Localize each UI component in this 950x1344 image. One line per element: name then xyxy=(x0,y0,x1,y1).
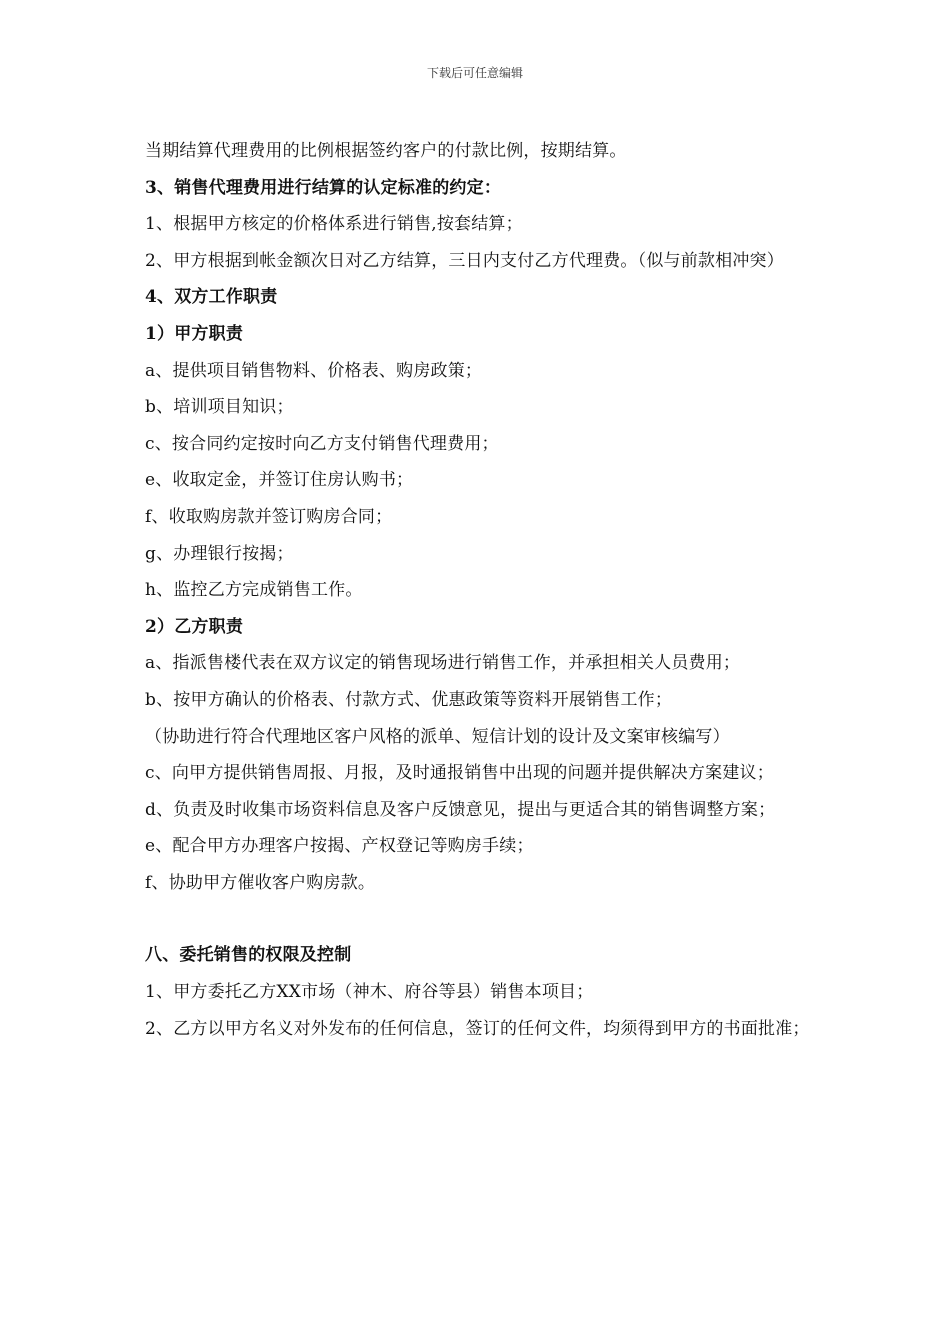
heading-party-b-duties: 2）乙方职责 xyxy=(145,616,244,637)
heading-duties: 4、双方工作职责 xyxy=(145,287,278,308)
list-item-a-deposit: e、收取定金，并签订住房认购书； xyxy=(145,470,414,491)
paragraph-approval: 2、乙方以甲方名义对外发布的任何信息，签订的任何文件，均须得到甲方的书面批准； xyxy=(145,1018,810,1039)
section-spacer xyxy=(145,901,810,937)
document-body xyxy=(145,133,810,1047)
paragraph-entrustment: 1、甲方委托乙方XX市场（神木、府谷等县）销售本项目； xyxy=(145,982,594,1003)
paragraph-settlement-ratio: 当期结算代理费用的比例根据签约客户的付款比例，按期结算。 xyxy=(145,141,627,161)
paragraph-settlement-timing: 2、甲方根据到帐金额次日对乙方结算，三日内支付乙方代理费。（似与前款相冲突） xyxy=(145,250,784,271)
heading-section-eight: 八、委托销售的权限及控制 xyxy=(145,945,352,966)
list-item-b-staff: a、指派售楼代表在双方议定的销售现场进行销售工作，并承担相关人员费用； xyxy=(145,653,741,674)
list-item-a-payment: c、按合同约定按时向乙方支付销售代理费用； xyxy=(145,433,499,454)
list-item-b-sales: b、按甲方确认的价格表、付款方式、优惠政策等资料开展销售工作； xyxy=(145,689,673,710)
list-item-a-contract: f、收取购房款并签订购房合同； xyxy=(145,506,393,527)
list-item-a-mortgage: g、办理银行按揭； xyxy=(145,543,294,564)
paragraph-price-system: 1、根据甲方核定的价格体系进行销售,按套结算； xyxy=(145,214,523,235)
list-item-b-note: （协助进行符合代理地区客户风格的派单、短信计划的设计及文案审核编写） xyxy=(145,726,730,747)
list-item-b-collection: f、协助甲方催收客户购房款。 xyxy=(145,872,376,893)
list-item-a-training: b、培训项目知识； xyxy=(145,397,294,418)
list-item-b-reports: c、向甲方提供销售周报、月报，及时通报销售中出现的问题并提供解决方案建议； xyxy=(145,763,774,784)
list-item-a-materials: a、提供项目销售物料、价格表、购房政策； xyxy=(145,360,483,381)
list-item-a-monitor: h、监控乙方完成销售工作。 xyxy=(145,580,363,601)
list-item-b-feedback: d、负责及时收集市场资料信息及客户反馈意见，提出与更适合其的销售调整方案； xyxy=(145,799,776,820)
page-header-note: 下载后可任意编辑 xyxy=(426,66,523,80)
list-item-b-procedures: e、配合甲方办理客户按揭、产权登记等购房手续； xyxy=(145,836,534,857)
heading-party-a-duties: 1）甲方职责 xyxy=(145,323,244,344)
heading-settlement-standard: 3、销售代理费用进行结算的认定标准的约定： xyxy=(145,177,502,198)
